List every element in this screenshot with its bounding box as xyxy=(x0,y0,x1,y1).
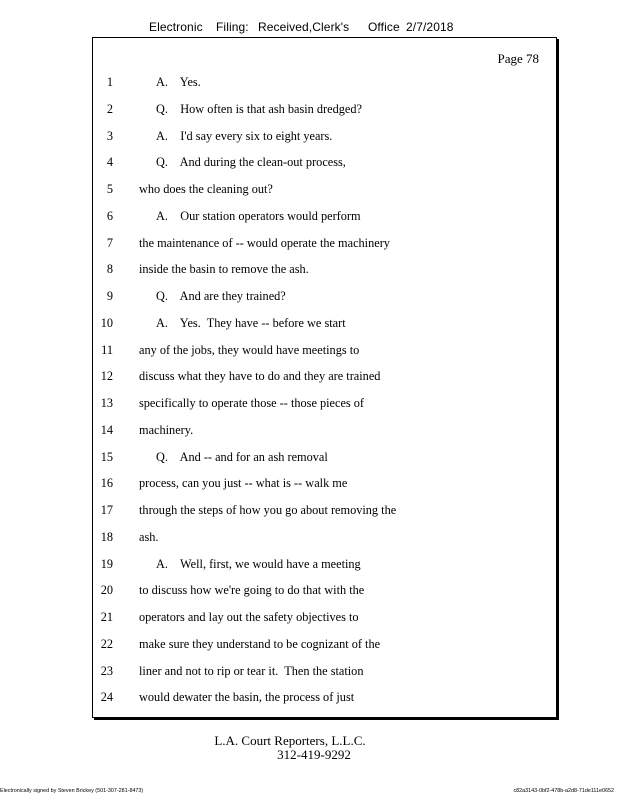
transcript-line xyxy=(93,155,556,182)
line-number: 21 xyxy=(100,610,113,624)
line-text: to discuss how we're going to do that with the xyxy=(139,583,365,598)
line-text: A. Our station operators would perform xyxy=(156,208,361,223)
line-number: 12 xyxy=(100,369,113,384)
line-text: ash. xyxy=(139,529,159,544)
line-number: 4 xyxy=(106,155,113,170)
line-text: operators and lay out the safety objectives to xyxy=(139,610,359,624)
transcript-line xyxy=(93,236,556,263)
transcript-line xyxy=(93,75,556,102)
line-text: who does the cleaning out? xyxy=(139,182,273,196)
line-text: through the steps of how you go about removing the xyxy=(139,503,397,517)
line-number: 3 xyxy=(106,128,113,143)
transcript-line xyxy=(93,690,556,717)
transcript-line xyxy=(93,369,556,396)
line-text: the maintenance of -- would operate the machinery xyxy=(139,235,390,250)
transcript-line xyxy=(93,316,556,343)
line-number: 14 xyxy=(100,422,113,437)
transcript-line xyxy=(93,610,556,637)
transcript-line xyxy=(93,396,556,423)
line-text: A. Well, first, we would have a meeting xyxy=(156,556,361,571)
line-number: 19 xyxy=(100,556,113,571)
page-number: Page 78 xyxy=(497,51,539,66)
transcript-line xyxy=(93,343,556,370)
line-number: 2 xyxy=(106,101,113,116)
filing-stamp-electronic: Electronic xyxy=(149,20,203,34)
filing-stamp-date: 2/7/2018 xyxy=(406,20,454,34)
line-number: 8 xyxy=(106,262,113,277)
transcript-line xyxy=(93,450,556,477)
footer-phone: 312-419-9292 xyxy=(277,747,351,762)
line-number: 24 xyxy=(100,690,113,705)
line-number: 20 xyxy=(100,583,113,598)
line-number: 22 xyxy=(100,636,113,651)
transcript-line xyxy=(93,664,556,691)
transcript-line xyxy=(93,637,556,664)
line-number: 10 xyxy=(100,315,113,330)
document-id: c82a3143-0bf2-478b-a2d8-71de111e0652 xyxy=(513,788,614,794)
line-text: make sure they understand to be cognizant of the xyxy=(139,636,381,651)
line-text: any of the jobs, they would have meetings to xyxy=(139,342,360,357)
filing-stamp-office: Office xyxy=(368,20,400,34)
transcript-line xyxy=(93,423,556,450)
transcript-line xyxy=(93,530,556,557)
transcript-lines xyxy=(93,75,556,717)
line-text: would dewater the basin, the process of just xyxy=(139,690,355,705)
transcript-page xyxy=(92,37,557,718)
line-number: 15 xyxy=(100,449,113,464)
filing-stamp-filing: Filing: xyxy=(216,20,249,34)
transcript-line xyxy=(93,102,556,129)
line-number: 6 xyxy=(106,208,113,223)
line-number: 23 xyxy=(100,663,113,678)
line-text: machinery. xyxy=(139,422,194,437)
transcript-line xyxy=(93,583,556,610)
line-number: 11 xyxy=(101,342,113,357)
line-text: A. I'd say every six to eight years. xyxy=(156,128,333,143)
line-number: 17 xyxy=(100,503,113,517)
line-number: 16 xyxy=(100,476,113,491)
transcript-line xyxy=(93,503,556,530)
line-number: 7 xyxy=(106,235,113,250)
line-number: 1 xyxy=(106,75,113,89)
line-text: Q. And are they trained? xyxy=(156,289,286,303)
line-text: liner and not to rip or tear it. Then the station xyxy=(139,663,364,678)
transcript-line xyxy=(93,289,556,316)
line-number: 9 xyxy=(106,289,113,303)
line-text: Q. And during the clean-out process, xyxy=(156,155,346,170)
transcript-line xyxy=(93,129,556,156)
line-text: inside the basin to remove the ash. xyxy=(139,262,309,277)
filing-stamp-received: Received,Clerk's xyxy=(258,20,350,34)
line-text: specifically to operate those -- those pieces of xyxy=(139,396,365,410)
transcript-line xyxy=(93,209,556,236)
line-text: A. Yes. They have -- before we start xyxy=(156,315,346,330)
line-number: 5 xyxy=(106,182,113,196)
line-text: A. Yes. xyxy=(156,75,201,89)
transcript-line xyxy=(93,557,556,584)
line-number: 13 xyxy=(100,396,113,410)
line-number: 18 xyxy=(100,529,113,544)
transcript-line xyxy=(93,182,556,209)
transcript-line xyxy=(93,476,556,503)
footer-company: L.A. Court Reporters, L.L.C. xyxy=(214,733,366,748)
line-text: process, can you just -- what is -- walk me xyxy=(139,476,348,491)
line-text: Q. And -- and for an ash removal xyxy=(156,449,328,464)
line-text: discuss what they have to do and they are trained xyxy=(139,369,381,384)
transcript-line xyxy=(93,262,556,289)
line-text: Q. How often is that ash basin dredged? xyxy=(156,101,362,116)
electronic-signature: Electronically signed by Steven Brickey (501-307-281-8473) xyxy=(0,788,144,794)
